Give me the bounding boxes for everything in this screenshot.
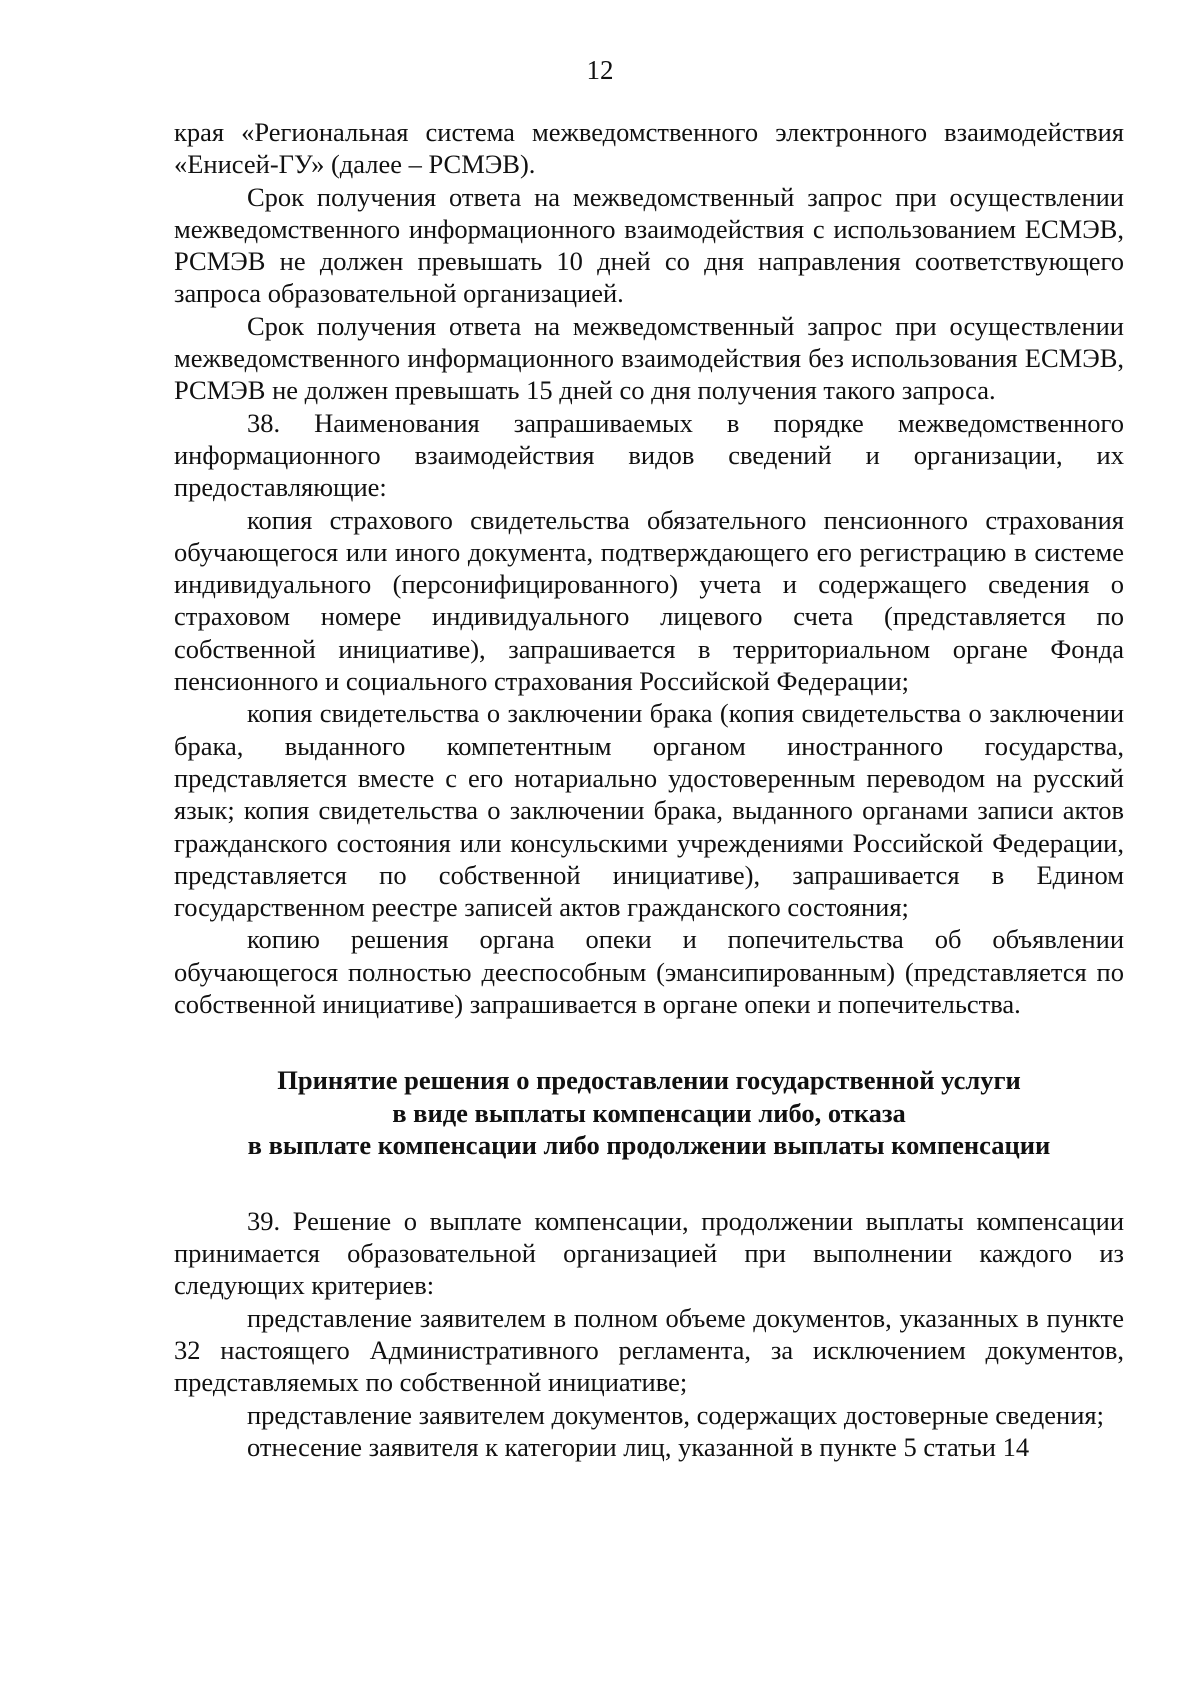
section-heading-line: в виде выплаты компенсации либо, отказа xyxy=(392,1097,906,1128)
section-heading-line: в выплате компенсации либо продолжении выплаты компенсации xyxy=(247,1130,1051,1161)
paragraph-guardianship-decision: копию решения органа опеки и попечительства об объявлении обучающегося полностью дееспособным (эмансипированным) (представляется по собственной инициативе) запрашивается в органе опеки и попечительства. xyxy=(174,924,1124,1020)
paragraph-response-deadline-no-esmev: Срок получения ответа на межведомственный запрос при осуществлении межведомственного информационного взаимодействия без использования ЕСМЭВ, РСМЭВ не должен превышать 15 дней со дня получения такого запроса. xyxy=(174,310,1124,406)
document-body xyxy=(174,116,1124,1463)
paragraph-item-38: 38. Наименования запрашиваемых в порядке межведомственного информационного взаимодействия видов сведений и организации, их предоставляющие: xyxy=(174,407,1124,503)
paragraph-snils-copy: копия страхового свидетельства обязательного пенсионного страхования обучающегося или иного документа, подтверждающего его регистрацию в системе индивидуального (персонифицированного) учета и содержащего сведения о страховом номере индивидуального лицевого счета (представляется по собственной инициативе), запрашивается в территориальном органе Фонда пенсионного и социального страхования Российской Федерации; xyxy=(174,504,1124,697)
page-number: 12 xyxy=(586,55,614,85)
paragraph-criterion-category: отнесение заявителя к категории лиц, указанной в пункте 5 статьи 14 xyxy=(247,1431,1030,1462)
section-heading-line: Принятие решения о предоставлении государственной услуги xyxy=(277,1065,1021,1096)
paragraph-criterion-reliable-info: представление заявителем документов, содержащих достоверные сведения; xyxy=(247,1399,1104,1430)
paragraph-marriage-certificate: копия свидетельства о заключении брака (копия свидетельства о заключении брака, выданного компетентным органом иностранного государства, представляется вместе с его нотариально удостоверенным переводом на русский язык; копия свидетельства о заключении брака, выданного органами записи актов гражданского состояния или консульскими учреждениями Российской Федерации, представляется по собственной инициативе), запрашивается в Едином государственном реестре записей актов гражданского состояния; xyxy=(174,698,1124,923)
section-heading xyxy=(174,1064,1124,1162)
paragraph-response-deadline-esmev: Срок получения ответа на межведомственный запрос при осуществлении межведомственного информационного взаимодействия с использованием ЕСМЭВ, РСМЭВ не должен превышать 10 дней со дня направления соответствующего запроса образовательной организацией. xyxy=(174,181,1124,309)
paragraph-continuation: края «Региональная система межведомственного электронного взаимодействия «Енисей-ГУ» (далее – РСМЭВ). xyxy=(174,117,1124,180)
paragraph-criterion-full-documents: представление заявителем в полном объеме документов, указанных в пункте 32 настоящего Административного регламента, за исключением документов, представляемых по собственной инициативе; xyxy=(174,1302,1124,1398)
paragraph-item-39: 39. Решение о выплате компенсации, продолжении выплаты компенсации принимается образовательной организацией при выполнении каждого из следующих критериев: xyxy=(174,1205,1124,1301)
